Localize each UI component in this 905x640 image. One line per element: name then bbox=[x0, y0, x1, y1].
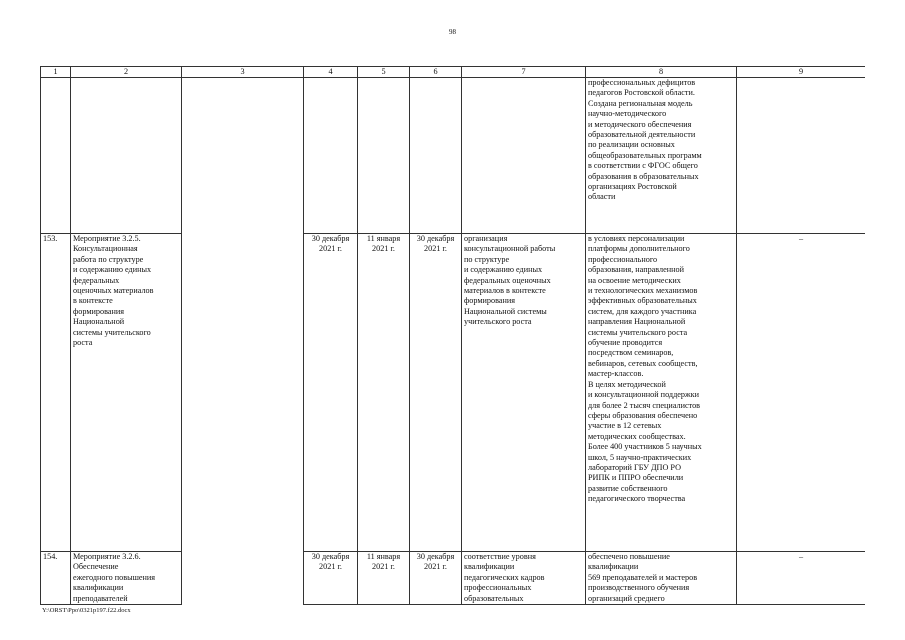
cell-line: 11 января bbox=[366, 552, 401, 561]
cell-line: в условиях персонализации bbox=[588, 234, 685, 243]
cell-line: лабораторий ГБУ ДПО РО bbox=[588, 462, 681, 472]
cell-line: образовательной деятельности bbox=[588, 130, 696, 140]
cell-line: обучение проводится bbox=[588, 338, 663, 348]
planned-date-cell bbox=[304, 78, 358, 234]
cell-line: Национальной системы bbox=[464, 306, 547, 316]
cell-line: 2021 г. bbox=[319, 244, 342, 254]
cell-line: 2021 г. bbox=[372, 244, 395, 254]
cell-line: профессионального bbox=[588, 254, 658, 264]
cell-text: 154. bbox=[43, 552, 58, 561]
header-cell: 2 bbox=[71, 67, 182, 78]
page-number: 98 bbox=[449, 28, 456, 36]
cell-line: квалификации bbox=[588, 562, 639, 572]
header-cell: 1 bbox=[41, 67, 71, 78]
cell-line: преподавателей bbox=[73, 593, 128, 603]
cell-line: 30 декабря bbox=[311, 234, 350, 243]
cell-line: федеральных оценочных bbox=[464, 275, 551, 285]
cell-line: 11 января bbox=[366, 234, 401, 243]
cell-line: образовательных bbox=[464, 593, 524, 603]
cell-line: 30 декабря bbox=[311, 552, 350, 561]
cell-line: 2021 г. bbox=[424, 562, 447, 572]
cell-line: РИПК и ППРО обеспечили bbox=[588, 473, 684, 483]
cell-line: Национальной bbox=[73, 317, 125, 327]
cell-text: 153. bbox=[43, 234, 58, 243]
cell-line: посредством семинаров, bbox=[588, 348, 674, 358]
header-cell: 9 bbox=[737, 67, 866, 78]
end-date-cell bbox=[410, 552, 462, 605]
events-table bbox=[40, 66, 865, 605]
cell-line: методических сообществах. bbox=[588, 431, 686, 441]
cell-line: педагогического творчества bbox=[588, 494, 686, 504]
cell-line: федеральных bbox=[73, 275, 120, 285]
row-number-cell bbox=[41, 78, 71, 234]
cell-line: профессиональных bbox=[464, 583, 532, 593]
cell-line: квалификации bbox=[464, 562, 515, 572]
cell-line: участие в 12 сетевых bbox=[588, 421, 662, 431]
planned-date-cell bbox=[304, 234, 358, 552]
cell-line: платформы дополнительного bbox=[588, 244, 690, 254]
event-cell bbox=[71, 552, 182, 605]
row-number-cell bbox=[41, 552, 71, 605]
cell-line: в контексте bbox=[73, 296, 113, 306]
cell-line: производственного обучения bbox=[588, 583, 690, 593]
cell-line: 2021 г. bbox=[372, 562, 395, 572]
cell-line: общеобразовательных программ bbox=[588, 150, 702, 160]
cell-line: развитие собственного bbox=[588, 483, 668, 493]
end-date-cell bbox=[410, 234, 462, 552]
outcome-cell bbox=[586, 234, 737, 552]
cell-text: – bbox=[798, 234, 804, 243]
cell-line: Создана региональная модель bbox=[588, 98, 693, 108]
cell-line: ежегодного повышения bbox=[73, 572, 156, 582]
cell-text: – bbox=[798, 552, 804, 561]
table-row bbox=[41, 552, 866, 605]
event-cell bbox=[71, 78, 182, 234]
result-cell bbox=[462, 552, 586, 605]
cell-line: по реализации основных bbox=[588, 140, 675, 150]
cell-line: организация bbox=[464, 234, 508, 243]
cell-line: материалов в контексте bbox=[464, 286, 546, 296]
cell-line: формирования bbox=[464, 296, 516, 306]
cell-line: учительского роста bbox=[464, 317, 532, 327]
event-cell bbox=[71, 234, 182, 552]
cell-line: роста bbox=[73, 338, 93, 348]
cell-line: Консультационная bbox=[73, 244, 138, 254]
cell-line: области bbox=[588, 192, 616, 202]
cell-line: научно-методического bbox=[588, 109, 667, 119]
empty-column-cell bbox=[182, 552, 304, 605]
cell-line: направления Национальной bbox=[588, 317, 686, 327]
cell-line: организациях Ростовской bbox=[588, 182, 677, 192]
cell-line: и содержанию единых bbox=[464, 265, 543, 275]
cell-line: эффективных образовательных bbox=[588, 296, 697, 306]
header-cell: 6 bbox=[410, 67, 462, 78]
row-number-cell bbox=[41, 234, 71, 552]
cell-line: образования, направленной bbox=[588, 265, 685, 275]
header-cell: 7 bbox=[462, 67, 586, 78]
deviation-cell bbox=[737, 234, 866, 552]
cell-line: формирования bbox=[73, 306, 125, 316]
cell-line: 569 преподавателей и мастеров bbox=[588, 572, 698, 582]
cell-line: 2021 г. bbox=[319, 562, 342, 572]
start-date-cell bbox=[358, 78, 410, 234]
outcome-cell bbox=[586, 552, 737, 605]
cell-line: и технологических механизмов bbox=[588, 286, 698, 296]
cell-line: Мероприятие 3.2.6. bbox=[73, 552, 141, 561]
cell-line: организаций среднего bbox=[588, 593, 665, 603]
cell-line: 30 декабря bbox=[416, 552, 455, 561]
cell-line: Обеспечение bbox=[73, 562, 119, 572]
cell-line: системы учительского роста bbox=[588, 327, 688, 337]
cell-line: Более 400 участников 5 научных bbox=[588, 442, 702, 452]
start-date-cell bbox=[358, 552, 410, 605]
start-date-cell bbox=[358, 234, 410, 552]
cell-line: оценочных материалов bbox=[73, 286, 154, 296]
cell-line: обеспечено повышение bbox=[588, 552, 670, 561]
cell-line: вебинаров, сетевых сообществ, bbox=[588, 358, 698, 368]
planned-date-cell bbox=[304, 552, 358, 605]
table-row bbox=[41, 78, 866, 234]
result-cell bbox=[462, 234, 586, 552]
cell-line: мастер-классов. bbox=[588, 369, 644, 379]
cell-line: образования в образовательных bbox=[588, 171, 699, 181]
cell-line: по структуре bbox=[464, 254, 510, 264]
header-cell: 5 bbox=[358, 67, 410, 78]
cell-line: на освоение методических bbox=[588, 275, 681, 285]
empty-column-cell bbox=[182, 234, 304, 552]
cell-line: профессиональных дефицитов bbox=[588, 78, 696, 87]
cell-line: и содержанию единых bbox=[73, 265, 152, 275]
cell-line: консультационной работы bbox=[464, 244, 556, 254]
cell-line: для более 2 тысяч специалистов bbox=[588, 400, 701, 410]
cell-line: педагогов Ростовской области. bbox=[588, 88, 695, 98]
end-date-cell bbox=[410, 78, 462, 234]
footer-file-path: Y:\ORST\Ppo\0321p197.f22.docx bbox=[42, 607, 131, 614]
cell-line: педагогических кадров bbox=[464, 572, 545, 582]
cell-line: в соответствии с ФГОС общего bbox=[588, 161, 698, 171]
outcome-cell bbox=[586, 78, 737, 234]
header-row bbox=[41, 67, 866, 78]
cell-line: работа по структуре bbox=[73, 254, 144, 264]
cell-line: сферы образования обеспечено bbox=[588, 410, 698, 420]
cell-line: и методического обеспечения bbox=[588, 119, 692, 129]
empty-column-cell bbox=[182, 78, 304, 234]
cell-line: В целях методической bbox=[588, 379, 666, 389]
deviation-cell bbox=[737, 552, 866, 605]
cell-line: квалификации bbox=[73, 583, 124, 593]
result-cell bbox=[462, 78, 586, 234]
cell-line: системы учительского bbox=[73, 327, 151, 337]
table-row bbox=[41, 234, 866, 552]
cell-line: Мероприятие 3.2.5. bbox=[73, 234, 141, 243]
header-cell: 4 bbox=[304, 67, 358, 78]
cell-line: соответствие уровня bbox=[464, 552, 536, 561]
cell-line: 30 декабря bbox=[416, 234, 455, 243]
deviation-cell bbox=[737, 78, 866, 234]
cell-line: школ, 5 научно-практических bbox=[588, 452, 692, 462]
header-cell: 8 bbox=[586, 67, 737, 78]
header-cell: 3 bbox=[182, 67, 304, 78]
cell-line: 2021 г. bbox=[424, 244, 447, 254]
cell-line: и консультационной поддержки bbox=[588, 390, 700, 400]
cell-line: систем, для каждого участника bbox=[588, 306, 697, 316]
